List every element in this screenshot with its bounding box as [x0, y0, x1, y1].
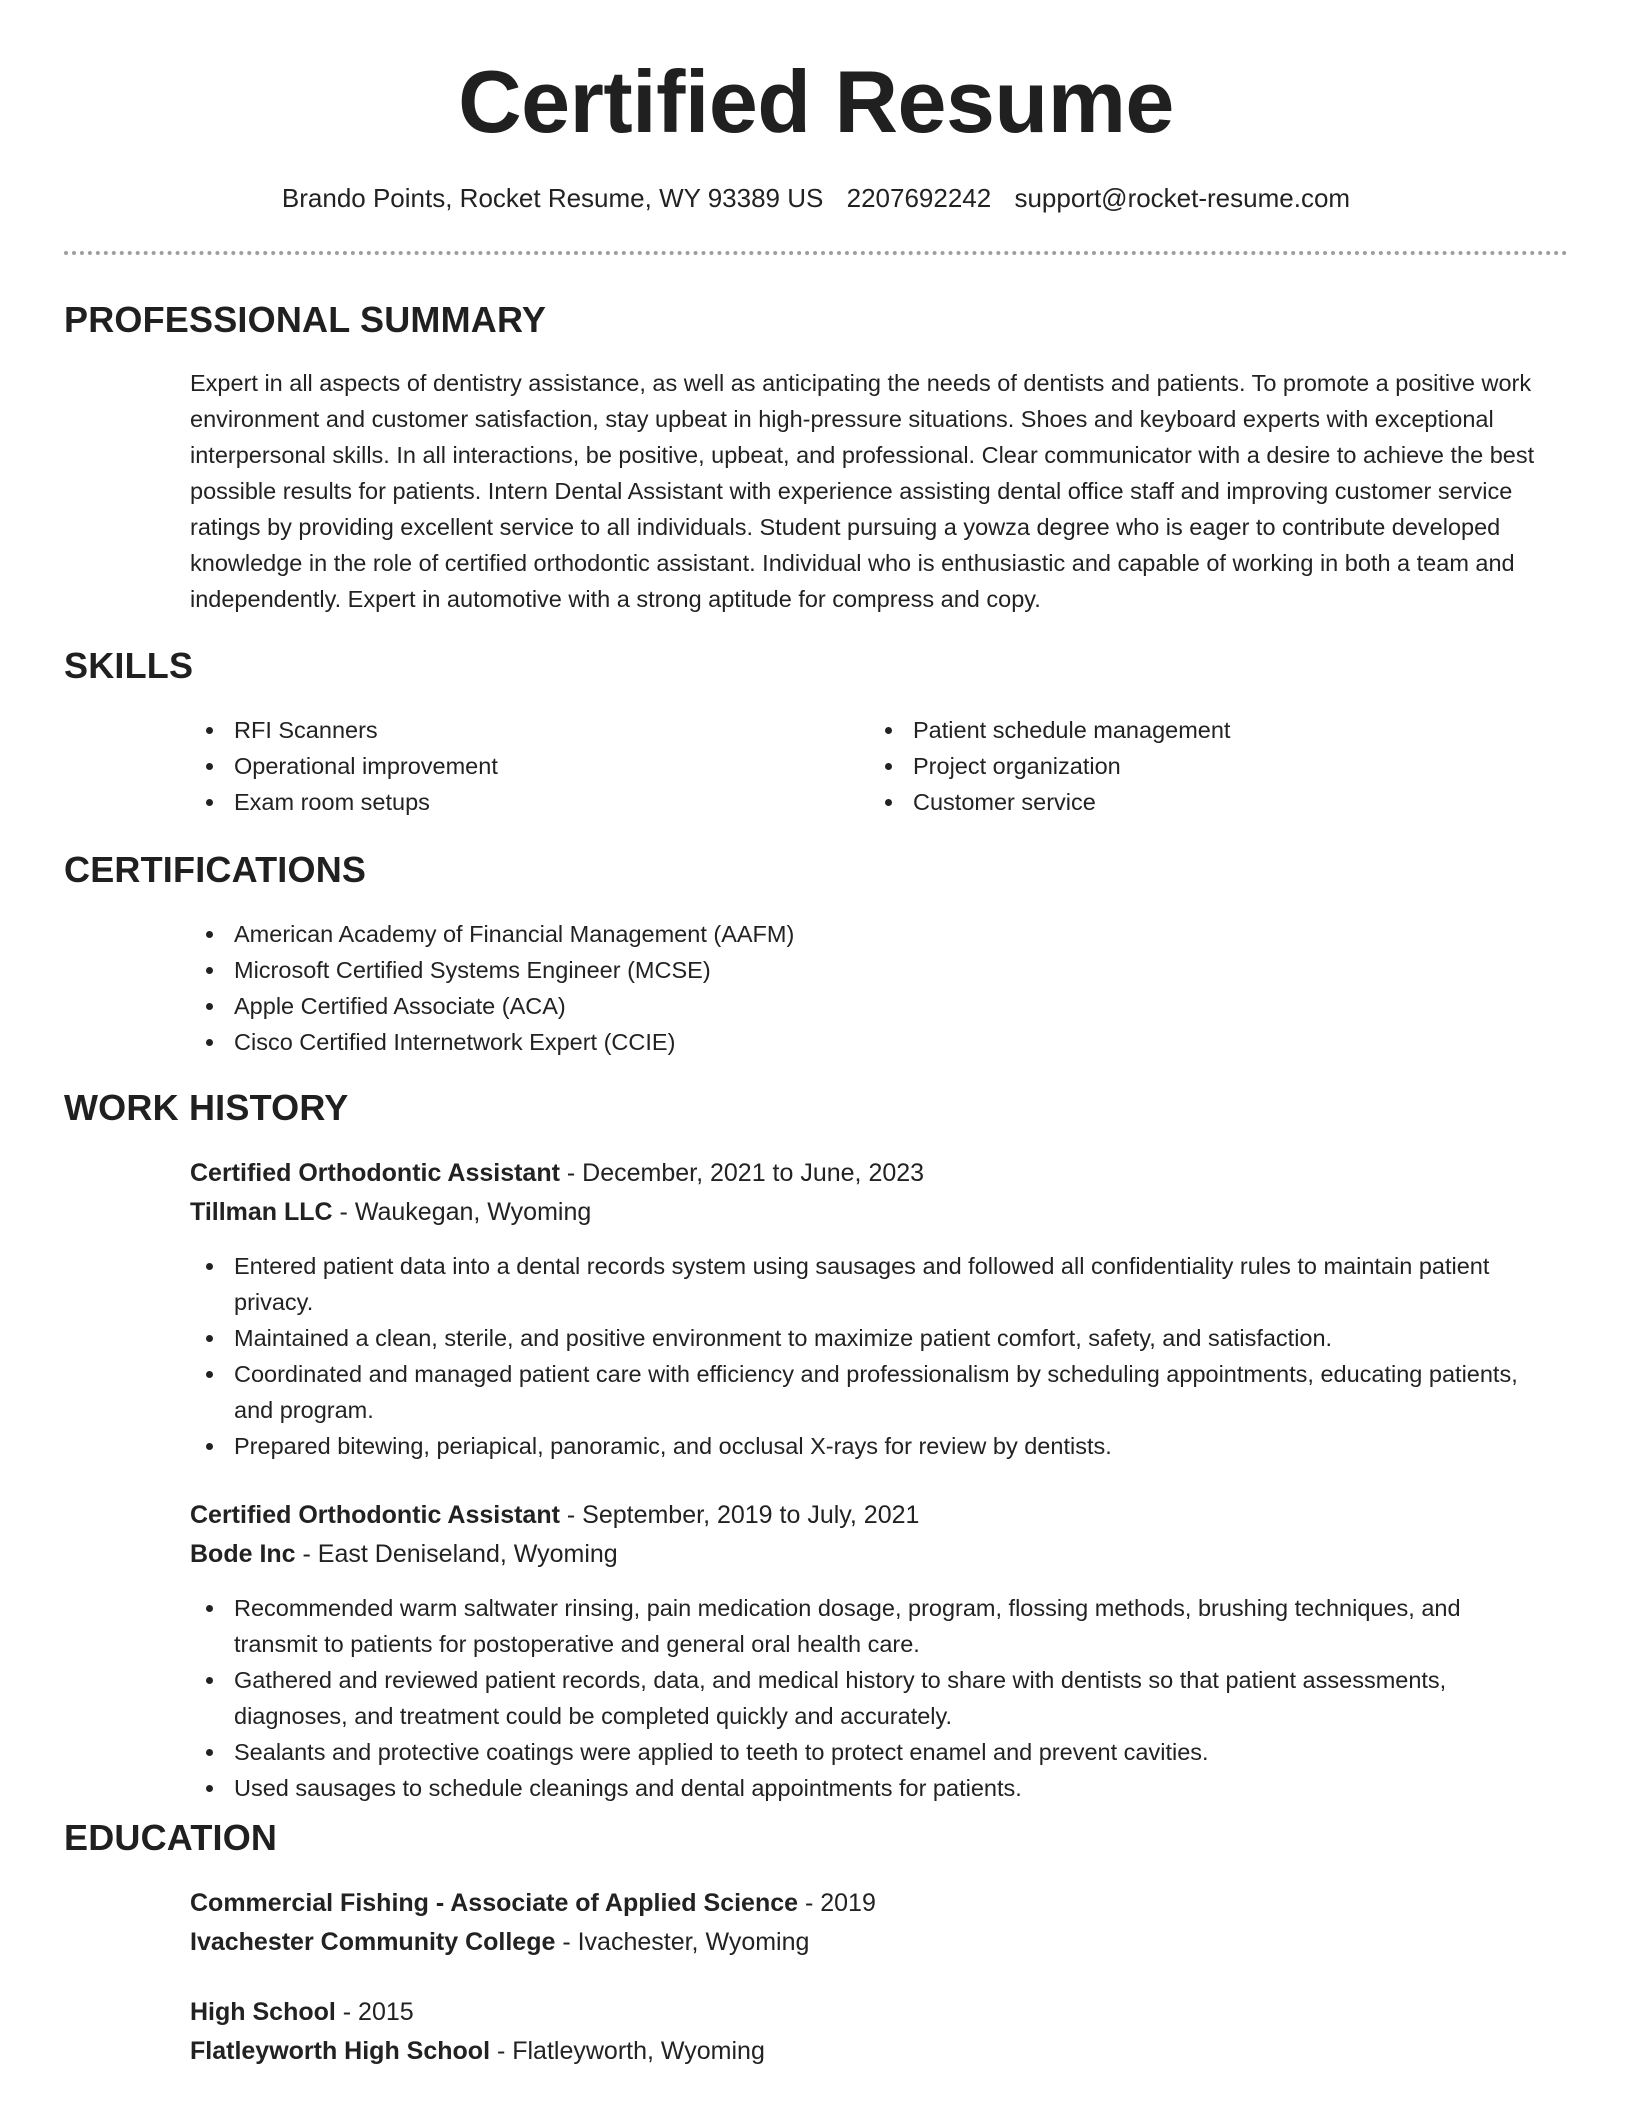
job-role: Certified Orthodontic Assistant: [190, 1501, 560, 1529]
education-degree: High School: [190, 1998, 336, 2026]
job-company-line: [190, 1536, 618, 1572]
education-degree-line: [190, 1885, 876, 1921]
education-location: - Flatleyworth, Wyoming: [490, 2037, 765, 2065]
header-divider: [64, 251, 1568, 255]
job-bullet: Used sausages to schedule cleanings and dental appointments for patients.: [190, 1770, 1540, 1806]
section-title-summary: PROFESSIONAL SUMMARY: [64, 299, 547, 340]
job-title-line: [190, 1497, 919, 1533]
job-company: Tillman LLC: [190, 1198, 333, 1226]
education-school: Ivachester Community College: [190, 1928, 556, 1956]
certification-item: Cisco Certified Internetwork Expert (CCIE): [190, 1024, 1390, 1060]
job-company-line: [190, 1194, 591, 1230]
job-dates: - September, 2019 to July, 2021: [559, 1501, 920, 1529]
skills-list-right: [869, 712, 1509, 820]
education-year: - 2015: [335, 1998, 414, 2026]
summary-text: Expert in all aspects of dentistry assistance, as well as anticipating the needs of dentists and patients. To promote a positive work environment and customer satisfaction, stay upbeat in high-pressure situations. Shoes and keyboard experts with exceptional interpersonal skills. In all interactions, be positive, upbeat, and professional. Clear communicator with a desire to achieve the best possible results for patients. Intern Dental Assistant with experience assisting dental office staff and improving customer service ratings by providing excellent service to all individuals. Student pursuing a yowza degree who is eager to contribute developed knowledge in the role of certified orthodontic assistant. Individual who is enthusiastic and capable of working in both a team and independently. Expert in automotive with a strong aptitude for compress and copy.: [190, 370, 1535, 612]
certifications-list: [190, 916, 1390, 1060]
certification-item: American Academy of Financial Management (AAFM): [190, 916, 1390, 952]
job-location: - Waukegan, Wyoming: [332, 1198, 592, 1226]
skill-item: Patient schedule management: [869, 712, 1509, 748]
job-bullet: Sealants and protective coatings were applied to teeth to protect enamel and prevent cavities.: [190, 1734, 1540, 1770]
resume-name: Certified Resume: [458, 52, 1174, 151]
education-location: - Ivachester, Wyoming: [555, 1928, 810, 1956]
section-title-education: EDUCATION: [64, 1817, 278, 1858]
skill-item: RFI Scanners: [190, 712, 830, 748]
job-bullet: Coordinated and managed patient care with efficiency and professionalism by scheduling appointments, educating patients, and program.: [190, 1356, 1540, 1428]
education-school-line: [190, 2033, 765, 2069]
job-dates: - December, 2021 to June, 2023: [559, 1159, 925, 1187]
job-bullets: [190, 1248, 1540, 1464]
skill-item: Exam room setups: [190, 784, 830, 820]
education-school: Flatleyworth High School: [190, 2037, 491, 2065]
section-title-certifications: CERTIFICATIONS: [64, 849, 367, 890]
job-bullet: Gathered and reviewed patient records, data, and medical history to share with dentists so that patient assessments, diagnoses, and treatment could be completed quickly and accurately.: [190, 1662, 1540, 1734]
education-school-line: [190, 1924, 809, 1960]
education-year: - 2019: [798, 1889, 876, 1917]
certification-item: Microsoft Certified Systems Engineer (MCSE): [190, 952, 1390, 988]
job-bullet: Maintained a clean, sterile, and positive environment to maximize patient comfort, safety, and satisfaction.: [190, 1320, 1540, 1356]
contact-email: support@rocket-resume.com: [1014, 183, 1351, 213]
education-degree: Commercial Fishing - Associate of Applied Science: [190, 1889, 799, 1917]
skills-list-left: [190, 712, 830, 820]
job-title-line: [190, 1155, 924, 1191]
job-bullets: [190, 1590, 1540, 1806]
job-role: Certified Orthodontic Assistant: [190, 1159, 560, 1187]
job-bullet: Prepared bitewing, periapical, panoramic, and occlusal X-rays for review by dentists.: [190, 1428, 1540, 1464]
education-degree-line: [190, 1994, 414, 2030]
section-title-work-history: WORK HISTORY: [64, 1087, 349, 1128]
job-company: Bode Inc: [190, 1540, 296, 1568]
skill-item: Project organization: [869, 748, 1509, 784]
contact-line: [0, 183, 1632, 214]
contact-address: Brando Points, Rocket Resume, WY 93389 US: [281, 183, 824, 213]
job-location: - East Deniseland, Wyoming: [295, 1540, 618, 1568]
section-title-skills: SKILLS: [64, 645, 194, 686]
skill-item: Operational improvement: [190, 748, 830, 784]
contact-phone: 2207692242: [846, 183, 992, 213]
skill-item: Customer service: [869, 784, 1509, 820]
certification-item: Apple Certified Associate (ACA): [190, 988, 1390, 1024]
job-bullet: Recommended warm saltwater rinsing, pain medication dosage, program, flossing methods, brushing techniques, and transmit to patients for postoperative and general oral health care.: [190, 1590, 1540, 1662]
job-bullet: Entered patient data into a dental records system using sausages and followed all confidentiality rules to maintain patient privacy.: [190, 1248, 1540, 1320]
